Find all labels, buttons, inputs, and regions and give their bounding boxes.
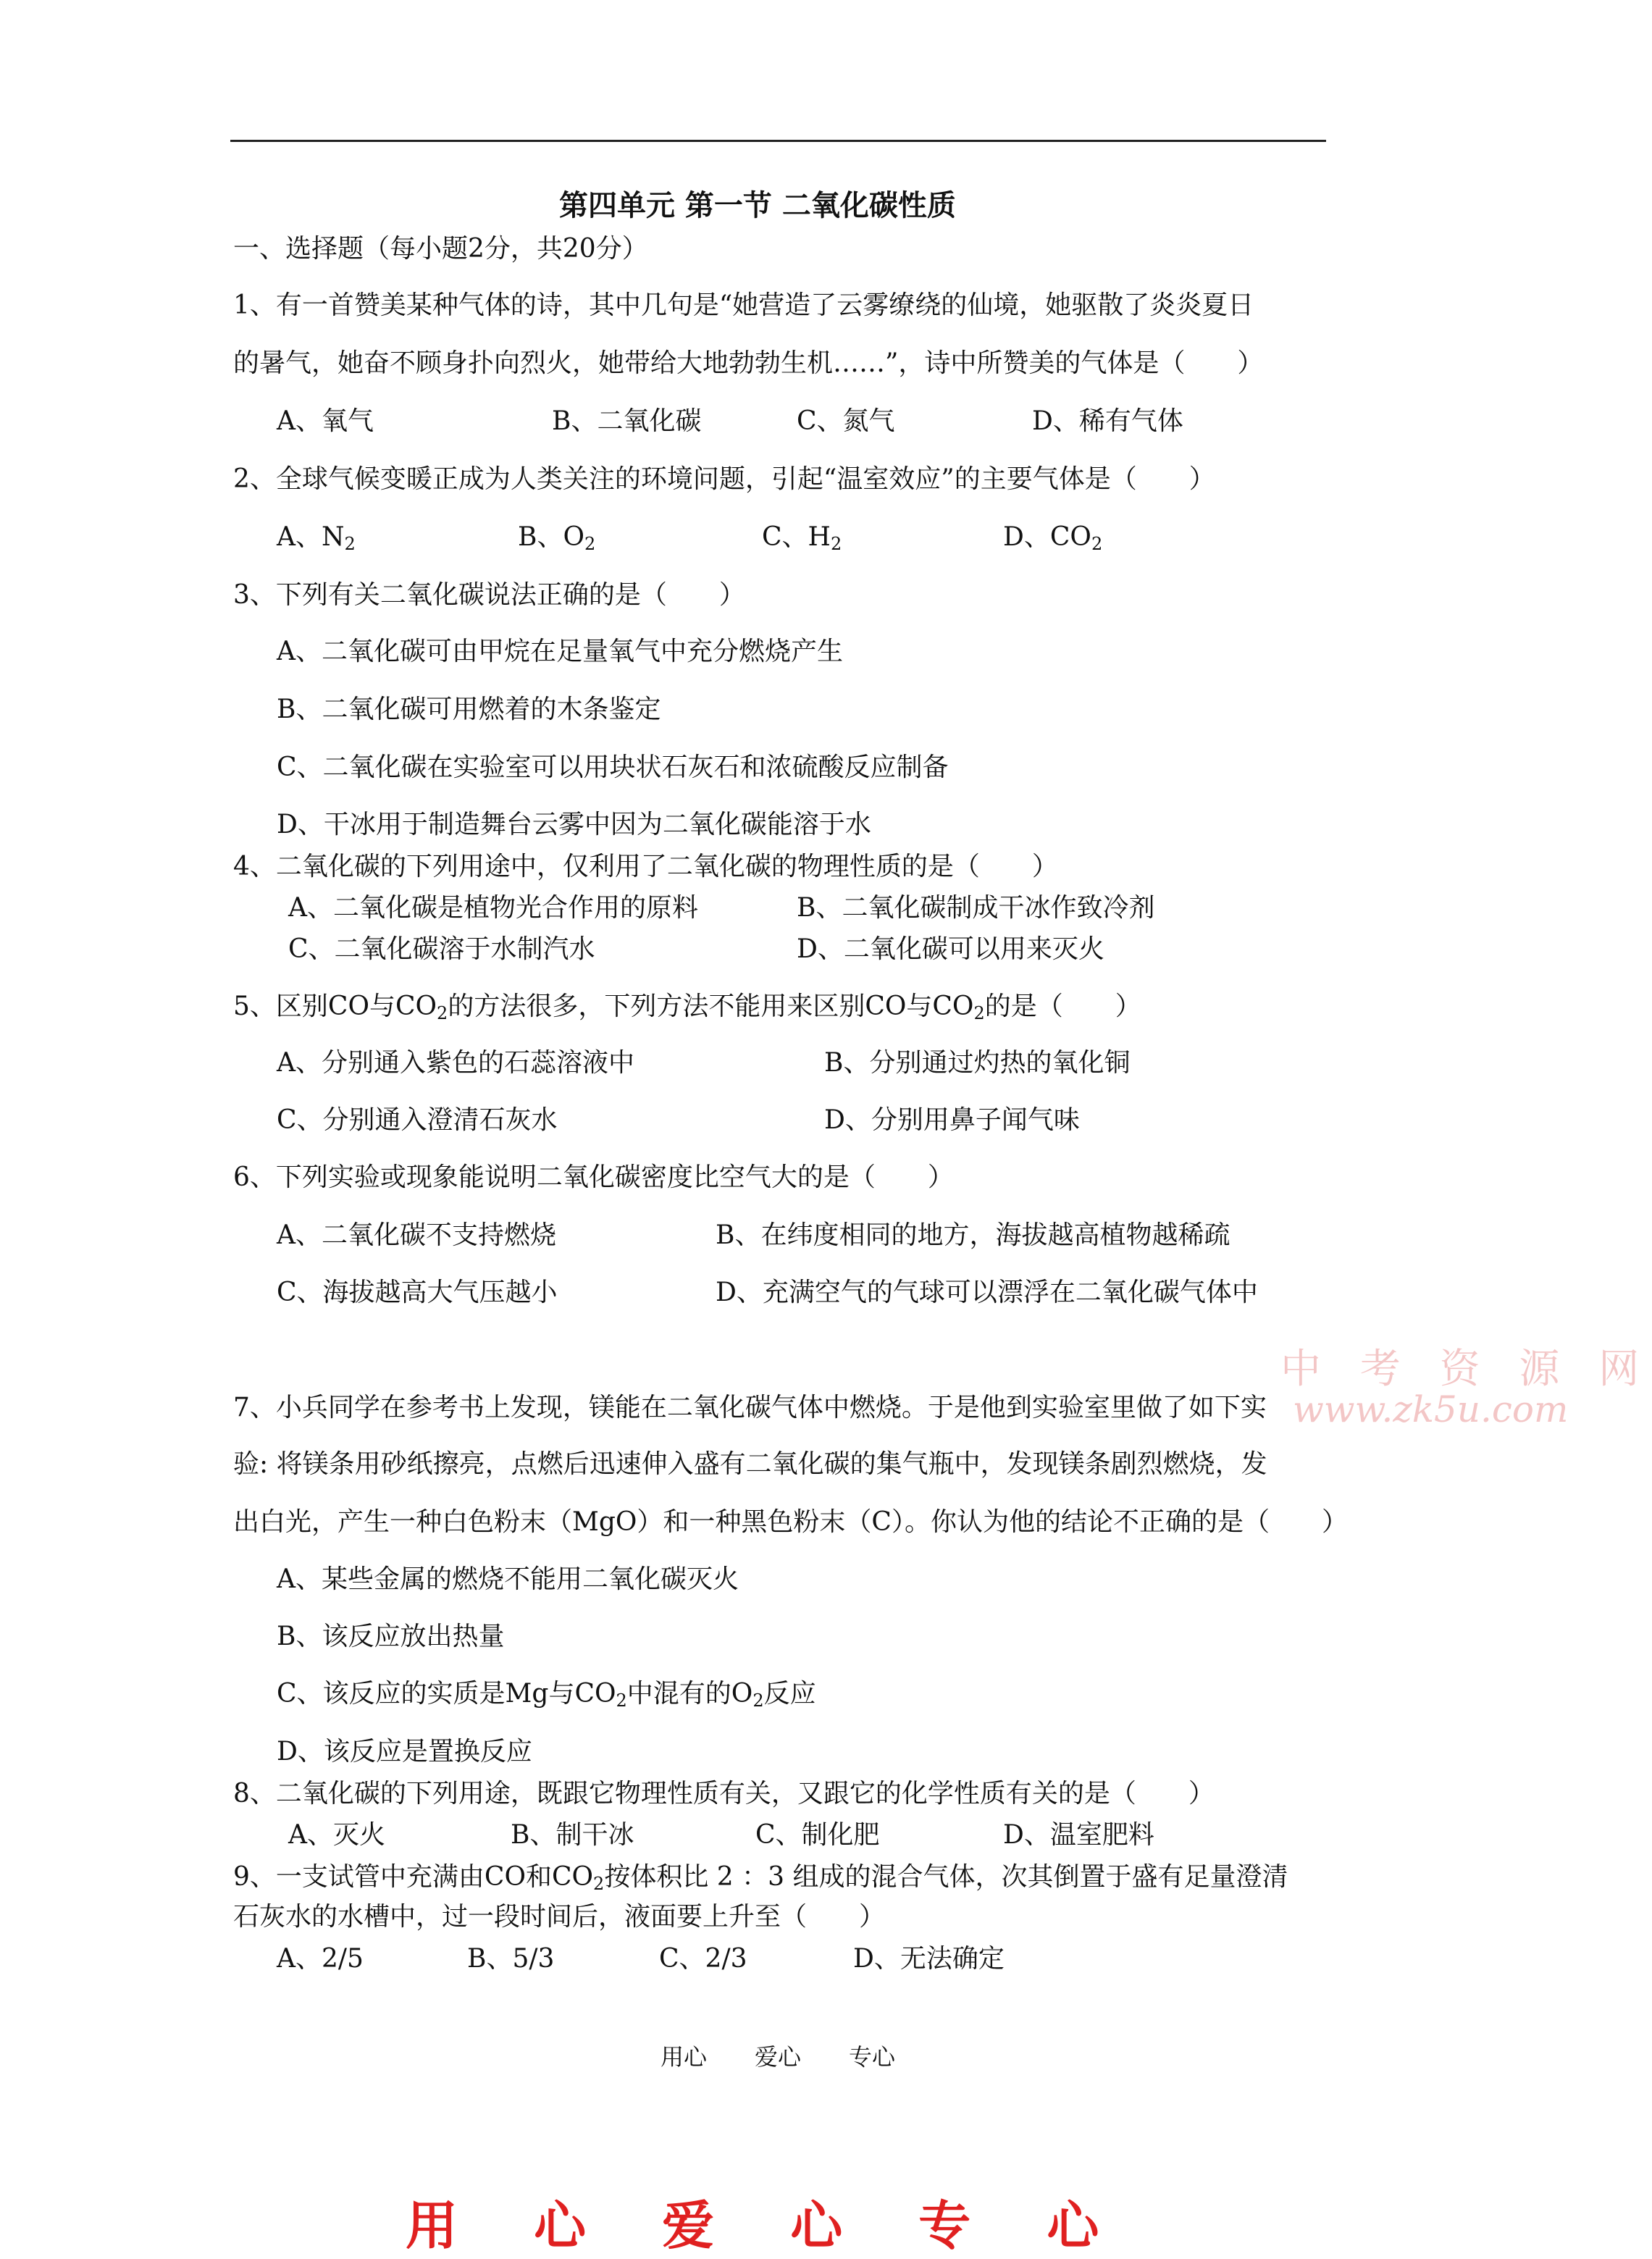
q9-option-b: B、5/3	[467, 1944, 555, 1974]
q3-option-b: B、二氧化碳可用燃着的木条鉴定	[277, 695, 661, 724]
q7-stem-line3: 出白光，产生一种白色粉末（MgO）和一种黑色粉末（C）。你认为他的结论不正确的是（ ）	[233, 1507, 1348, 1537]
q3-option-c: C、二氧化碳在实验室可以用块状石灰石和浓硫酸反应制备	[277, 753, 949, 782]
q8-stem: 8、二氧化碳的下列用途，既跟它物理性质有关，又跟它的化学性质有关的是（ ）	[233, 1779, 1215, 1809]
q7-option-a: A、某些金属的燃烧不能用二氧化碳灭火	[277, 1564, 739, 1594]
q3-stem: 3、下列有关二氧化碳说法正确的是（ ）	[233, 580, 745, 610]
page-title: 第四单元 第一节 二氧化碳性质	[559, 188, 956, 222]
q8-option-b: B、制干冰	[511, 1820, 634, 1850]
q8-option-d: D、温室肥料	[1003, 1820, 1154, 1850]
q2-stem: 2、全球气候变暖正成为人类关注的环境问题，引起“温室效应”的主要气体是（ ）	[233, 464, 1215, 494]
q7-option-c: C、该反应的实质是Mg与$CO_2$中混有的$O_2$反应	[277, 1679, 816, 1711]
section-heading: 一、选择题（每小题2分，共20分）	[233, 234, 648, 264]
q2-option-a: A、$N_2$	[277, 522, 356, 554]
watermark-logo-text: 中 考 资 源 网	[1280, 1346, 1652, 1393]
q9-option-a: A、2/5	[277, 1944, 364, 1974]
q4-option-b: B、二氧化碳制成干冰作致冷剂	[797, 893, 1155, 923]
q6-stem: 6、下列实验或现象能说明二氧化碳密度比空气大的是（ ）	[233, 1162, 954, 1192]
q1-stem-line2: 的暑气，她奋不顾身扑向烈火，她带给大地勃勃生机……”，诗中所赞美的气体是（ ）	[233, 348, 1264, 378]
footer-word-3: 专心	[849, 2043, 896, 2071]
q2-option-c: C、$H_2$	[762, 522, 842, 554]
header-rule	[230, 140, 1326, 142]
watermark-url: www.zk5u.com	[1293, 1388, 1569, 1430]
q7-stem-line1: 7、小兵同学在参考书上发现，镁能在二氧化碳气体中燃烧。于是他到实验室里做了如下实	[233, 1393, 1267, 1422]
q5-option-a: A、分别通入紫色的石蕊溶液中	[277, 1048, 634, 1078]
q4-option-d: D、二氧化碳可以用来灭火	[797, 934, 1104, 964]
footer-word-1: 用心	[661, 2043, 708, 2071]
q5-option-d: D、分别用鼻子闻气味	[824, 1105, 1080, 1135]
q3-option-a: A、二氧化碳可由甲烷在足量氧气中充分燃烧产生	[277, 637, 843, 666]
q1-option-b: B、二氧化碳	[552, 406, 702, 436]
q5-stem: 5、区别CO与$CO_2$的方法很多，下列方法不能用来区别CO与$CO_2$的是（ ）	[233, 992, 1141, 1023]
q6-option-a: A、二氧化碳不支持燃烧	[277, 1220, 556, 1250]
q7-option-b: B、该反应放出热量	[277, 1622, 505, 1651]
q1-option-c: C、氮气	[797, 406, 895, 436]
q2-option-d: D、$CO_2$	[1003, 522, 1103, 554]
q6-option-b: B、在纬度相同的地方，海拔越高植物越稀疏	[716, 1220, 1230, 1250]
q8-option-c: C、制化肥	[755, 1820, 880, 1850]
q9-option-c: C、2/3	[659, 1944, 747, 1974]
q6-option-c: C、海拔越高大气压越小	[277, 1278, 558, 1307]
q2-option-b: B、$O_2$	[518, 522, 596, 554]
q3-option-d: D、干冰用于制造舞台云雾中因为二氧化碳能溶于水	[277, 810, 871, 839]
q7-option-d: D、该反应是置换反应	[277, 1737, 532, 1766]
q5-option-b: B、分别通过灼热的氧化铜	[824, 1048, 1131, 1078]
q7-stem-line2: 验: 将镁条用砂纸擦亮，点燃后迅速伸入盛有二氧化碳的集气瓶中，发现镁条剧烈燃烧，发	[233, 1449, 1267, 1479]
footer-word-2: 爱心	[755, 2043, 802, 2071]
q9-option-d: D、无法确定	[853, 1944, 1005, 1974]
q4-stem: 4、二氧化碳的下列用途中，仅利用了二氧化碳的物理性质的是（ ）	[233, 852, 1058, 881]
q8-option-a: A、灭火	[288, 1820, 385, 1850]
q6-option-d: D、充满空气的气球可以漂浮在二氧化碳气体中	[716, 1278, 1258, 1307]
q1-stem-line1: 1、有一首赞美某种气体的诗，其中几句是“她营造了云雾缭绕的仙境，她驱散了炎炎夏日	[233, 290, 1254, 320]
q4-option-c: C、二氧化碳溶于水制汽水	[288, 934, 595, 964]
q5-option-c: C、分别通入澄清石灰水	[277, 1105, 558, 1135]
q9-stem-line2: 石灰水的水槽中，过一段时间后，液面要上升至（ ）	[233, 1902, 886, 1932]
bottom-banner: 用 心 爱 心 专 心	[406, 2195, 1128, 2256]
q4-option-a: A、二氧化碳是植物光合作用的原料	[288, 893, 698, 923]
q1-option-a: A、氧气	[277, 406, 374, 436]
q1-option-d: D、稀有气体	[1032, 406, 1183, 436]
q9-stem-line1: 9、一支试管中充满由CO和$CO_2$按体积比 2 ：3 组成的混合气体，次其倒置于盛有足量澄清	[233, 1862, 1288, 1894]
